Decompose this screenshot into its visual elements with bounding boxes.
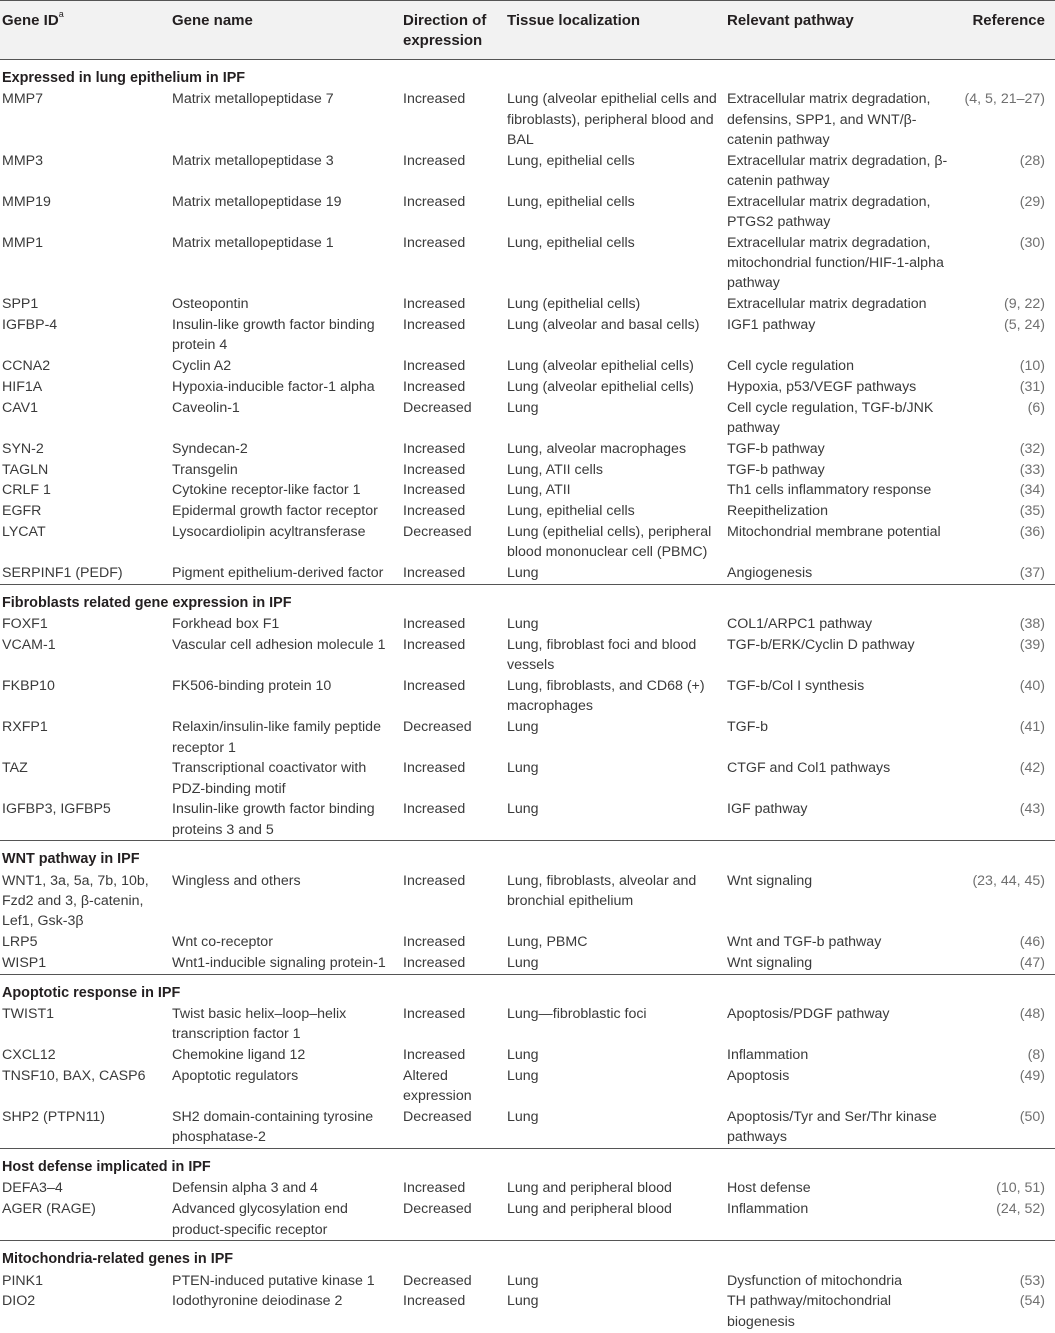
pathway-cell: Inflammation	[727, 1201, 809, 1218]
table-row	[0, 614, 1055, 635]
table-row	[0, 676, 1055, 717]
tissue-cell: Lung	[507, 616, 539, 633]
pathway-cell: IGF pathway	[727, 801, 808, 818]
direction-cell: Increased	[403, 616, 466, 633]
pathway-cell: TH pathway/mitochondrial biogenesis	[727, 1293, 892, 1330]
table-row	[0, 563, 1055, 584]
table-row	[0, 1291, 1055, 1332]
direction-cell: Increased	[403, 358, 466, 375]
reference-cell: (4, 5, 21–27)	[964, 91, 1045, 108]
gene-name-cell: Pigment epithelium-derived factor	[172, 565, 384, 582]
direction-cell: Decreased	[403, 399, 472, 416]
gene-name-cell: Forkhead box F1	[172, 616, 280, 633]
direction-cell: Increased	[403, 872, 466, 889]
pathway-cell: TGF-b pathway	[727, 461, 825, 478]
reference-cell: (33)	[1019, 461, 1045, 478]
table-row	[0, 377, 1055, 398]
table-row	[0, 315, 1055, 356]
gene-id-cell: AGER (RAGE)	[2, 1201, 96, 1218]
pathway-cell: Extracellular matrix degradation, PTGS2 pathway	[727, 193, 931, 231]
gene-name-cell: SH2 domain-containing tyrosine phosphatase-2	[172, 1109, 374, 1146]
pathway-cell: TGF-b/ERK/Cyclin D pathway	[727, 637, 915, 654]
header-gene-id: Gene $ID^a$	[0, 1, 170, 60]
gene-name-cell: Syndecan-2	[172, 440, 248, 457]
direction-cell: Increased	[403, 1047, 466, 1064]
pathway-cell: Reepithelization	[727, 503, 828, 520]
gene-id-cell: WISP1	[2, 954, 47, 971]
section-row	[0, 1149, 1055, 1179]
direction-cell: Increased	[403, 760, 466, 777]
pathway-cell: Angiogenesis	[727, 565, 813, 582]
direction-cell: Increased	[403, 378, 466, 395]
pathway-cell: Wnt signaling	[727, 954, 813, 971]
reference-cell: (38)	[1019, 616, 1045, 633]
direction-cell: Decreased	[403, 1109, 472, 1126]
gene-name-cell: Chemokine ligand 12	[172, 1047, 306, 1064]
gene-name-cell: Wingless and others	[172, 872, 301, 889]
direction-cell: Increased	[403, 152, 466, 169]
gene-name-cell: Vascular cell adhesion molecule 1	[172, 637, 386, 654]
gene-name-cell: Iodothyronine deiodinase 2	[172, 1293, 343, 1310]
gene-name-cell: Matrix metallopeptidase 19	[172, 193, 342, 210]
tissue-cell: Lung (epithelial cells), peripheral blood mononuclear cell (PBMC)	[507, 524, 712, 561]
reference-cell: (5, 24)	[1003, 317, 1045, 334]
reference-cell: (6)	[1027, 399, 1045, 416]
gene-id-cell: WNT1, 3a, 5a, 7b, 10b, Fzd2 and 3, β-catenin, Lef1, Gsk-3β	[2, 872, 149, 930]
direction-cell: Increased	[403, 296, 466, 313]
pathway-cell: Apoptosis	[727, 1067, 790, 1084]
direction-cell: Increased	[403, 934, 466, 951]
gene-id-cell: DEFA3–4	[2, 1180, 63, 1197]
gene-id-cell: CRLF 1	[2, 482, 51, 499]
direction-cell: Decreased	[403, 1272, 472, 1289]
tissue-cell: Lung, ATII cells	[507, 461, 603, 478]
direction-cell: Decreased	[403, 524, 472, 541]
section-title: Mitochondria-related genes in IPF	[0, 1241, 1055, 1271]
tissue-cell: Lung (epithelial cells)	[507, 296, 641, 313]
reference-cell: (10)	[1019, 358, 1045, 375]
section-title: Host defense implicated in IPF	[0, 1149, 1055, 1179]
reference-cell: (53)	[1019, 1272, 1045, 1289]
gene-id-cell: RXFP1	[2, 719, 48, 736]
gene-name-cell: Hypoxia-inducible factor-1 alpha	[172, 378, 375, 395]
gene-name-cell: Insulin-like growth factor binding proteins 3 and 5	[172, 801, 375, 838]
section-title: Expressed in lung epithelium in IPF	[2, 70, 246, 86]
tissue-cell: Lung, PBMC	[507, 934, 588, 951]
tissue-cell: Lung, epithelial cells	[507, 234, 635, 251]
gene-name-cell: Transcriptional coactivator with PDZ-binding motif	[172, 760, 367, 797]
header-pathway: Relevant pathway	[725, 1, 960, 60]
pathway-cell: CTGF and Col1 pathways	[727, 760, 891, 777]
pathway-cell: IGF1 pathway	[727, 317, 816, 334]
tissue-cell: Lung	[507, 1067, 539, 1084]
section-row	[0, 974, 1055, 1004]
gene-id-cell: IGFBP-4	[2, 317, 58, 334]
gene-id-cell: EGFR	[2, 503, 42, 520]
reference-cell: (31)	[1019, 378, 1045, 395]
table-row	[0, 151, 1055, 192]
pathway-cell: Extracellular matrix degradation	[727, 296, 927, 313]
reference-cell: (43)	[1019, 801, 1045, 818]
gene-id-cell: FOXF1	[2, 616, 48, 633]
pathway-cell: Extracellular matrix degradation, β-catenin pathway	[727, 152, 948, 189]
tissue-cell: Lung	[507, 1109, 539, 1126]
pathway-cell: Host defense	[727, 1180, 811, 1197]
gene-id-cell: LRP5	[2, 934, 38, 951]
gene-name-cell: Cyclin A2	[172, 358, 232, 375]
section-row	[0, 1241, 1055, 1271]
header-direction: Direction of expression	[401, 1, 505, 60]
tissue-cell: Lung, fibroblasts, and CD68 (+) macrophages	[507, 678, 705, 715]
gene-id-cell: VCAM-1	[2, 637, 56, 654]
tissue-cell: Lung	[507, 954, 539, 971]
gene-name-cell: Epidermal growth factor receptor	[172, 503, 378, 520]
reference-cell: (9, 22)	[1003, 296, 1045, 313]
gene-name-cell: Defensin alpha 3 and 4	[172, 1180, 318, 1197]
reference-cell: (29)	[1019, 193, 1045, 210]
table-row	[0, 1199, 1055, 1241]
gene-id-cell: CAV1	[2, 399, 39, 416]
tissue-cell: Lung	[507, 760, 539, 777]
gene-name-cell: Cytokine receptor-like factor 1	[172, 482, 361, 499]
table-row	[0, 233, 1055, 294]
pathway-cell: Wnt signaling	[727, 872, 813, 889]
gene-id-cell: MMP1	[2, 234, 43, 251]
tissue-cell: Lung, epithelial cells	[507, 193, 635, 210]
gene-id-cell: SYN-2	[2, 440, 44, 457]
header-gene-name: Gene name	[170, 1, 401, 60]
reference-cell: (47)	[1019, 954, 1045, 971]
gene-name-cell: FK506-binding protein 10	[172, 678, 332, 695]
tissue-cell: Lung, ATII	[507, 482, 571, 499]
pathway-cell: Extracellular matrix degradation, defensins, SPP1, and WNT/β-catenin pathway	[727, 91, 931, 148]
table-row	[0, 1178, 1055, 1199]
direction-cell: Increased	[403, 954, 466, 971]
reference-cell: (39)	[1019, 637, 1045, 654]
gene-name-cell: Matrix metallopeptidase 7	[172, 91, 334, 108]
reference-cell: (48)	[1019, 1006, 1045, 1023]
pathway-cell: TGF-b	[727, 719, 768, 736]
section-title: Fibroblasts related gene expression in IPF	[0, 584, 1055, 614]
gene-id-cell: PINK1	[2, 1272, 44, 1289]
table-row	[0, 89, 1055, 150]
pathway-cell: Extracellular matrix degradation, mitochondrial function/HIF-1-alpha pathway	[727, 234, 944, 292]
gene-id-cell: CXCL12	[2, 1047, 56, 1064]
table-row	[0, 717, 1055, 758]
pathway-cell: Th1 cells inflammatory response	[727, 482, 932, 499]
direction-cell: Increased	[403, 91, 466, 108]
gene-id-cell: HIF1A	[2, 378, 43, 395]
pathway-cell: TGF-b/Col I synthesis	[727, 678, 865, 695]
direction-cell: Increased	[403, 461, 466, 478]
gene-id-cell: SPP1	[2, 296, 39, 313]
reference-cell: (8)	[1027, 1047, 1045, 1064]
tissue-cell: Lung, epithelial cells	[507, 152, 635, 169]
reference-cell: (40)	[1019, 678, 1045, 695]
table-row	[0, 635, 1055, 676]
direction-cell: Altered expression	[403, 1067, 472, 1105]
table-row	[0, 501, 1055, 522]
footnote-marker: a	[58, 9, 64, 19]
gene-name-cell: Transgelin	[172, 461, 238, 478]
tissue-cell: Lung (alveolar epithelial cells)	[507, 378, 694, 395]
gene-name-cell: Relaxin/insulin-like family peptide receptor 1	[172, 719, 381, 756]
reference-cell: (35)	[1019, 503, 1045, 520]
reference-cell: (41)	[1019, 719, 1045, 736]
gene-id-cell: SHP2 (PTPN11)	[2, 1109, 106, 1126]
table-row	[0, 460, 1055, 481]
gene-id-cell: MMP7	[2, 91, 43, 108]
pathway-cell: COL1/ARPC1 pathway	[727, 616, 873, 633]
pathway-cell: Hypoxia, p53/VEGF pathways	[727, 378, 917, 395]
tissue-cell: Lung	[507, 399, 539, 416]
direction-cell: Increased	[403, 678, 466, 695]
direction-cell: Increased	[403, 193, 466, 210]
pathway-cell: Cell cycle regulation, TGF-b/JNK pathway	[727, 399, 934, 437]
reference-cell: (28)	[1019, 152, 1045, 169]
direction-cell: Decreased	[403, 1201, 472, 1218]
tissue-cell: Lung (alveolar and basal cells)	[507, 317, 700, 334]
direction-cell: Increased	[403, 1006, 466, 1023]
pathway-cell: Wnt and TGF-b pathway	[727, 934, 882, 951]
reference-cell: (34)	[1019, 482, 1045, 499]
table-row	[0, 1045, 1055, 1066]
tissue-cell: Lung	[507, 719, 539, 736]
gene-name-cell: Wnt co-receptor	[172, 934, 273, 951]
reference-cell: (36)	[1019, 524, 1045, 541]
direction-cell: Increased	[403, 503, 466, 520]
gene-name-cell: Osteopontin	[172, 296, 249, 313]
gene-name-cell: Caveolin-1	[172, 399, 240, 416]
tissue-cell: Lung	[507, 801, 539, 818]
gene-name-cell: Matrix metallopeptidase 3	[172, 152, 334, 169]
tissue-cell: Lung	[507, 1293, 539, 1310]
table-row	[0, 1271, 1055, 1292]
tissue-cell: Lung (alveolar epithelial cells and fibroblasts), peripheral blood and BAL	[507, 91, 717, 148]
gene-id-cell: CCNA2	[2, 358, 51, 375]
table-row	[0, 932, 1055, 953]
table-row	[0, 192, 1055, 233]
pathway-cell: Dysfunction of mitochondria	[727, 1272, 903, 1289]
gene-name-cell: Matrix metallopeptidase 1	[172, 234, 334, 251]
pathway-cell: Cell cycle regulation	[727, 358, 854, 375]
gene-id-cell: TNSF10, BAX, CASP6	[2, 1067, 146, 1084]
gene-id-cell: TAGLN	[2, 461, 49, 478]
reference-cell: (50)	[1019, 1109, 1045, 1126]
gene-id-cell: SERPINF1 (PEDF)	[2, 565, 123, 582]
table-row	[0, 1107, 1055, 1149]
direction-cell: Increased	[403, 440, 466, 457]
direction-cell: Increased	[403, 801, 466, 818]
table-body	[0, 60, 1055, 1333]
tissue-cell: Lung—fibroblastic foci	[507, 1006, 647, 1023]
direction-cell: Increased	[403, 234, 466, 251]
gene-name-cell: PTEN-induced putative kinase 1	[172, 1272, 375, 1289]
table-row	[0, 398, 1055, 439]
tissue-cell: Lung, alveolar macrophages	[507, 440, 687, 457]
direction-cell: Increased	[403, 1180, 466, 1197]
gene-id-cell: IGFBP3, IGFBP5	[2, 801, 111, 818]
gene-id-cell: LYCAT	[2, 524, 46, 541]
reference-cell: (32)	[1019, 440, 1045, 457]
gene-id-cell: TWIST1	[2, 1006, 55, 1023]
tissue-cell: Lung	[507, 565, 539, 582]
tissue-cell: Lung	[507, 1272, 539, 1289]
tissue-cell: Lung (alveolar epithelial cells)	[507, 358, 694, 375]
gene-name-cell: Apoptotic regulators	[172, 1067, 299, 1084]
table-row	[0, 953, 1055, 974]
pathway-cell: Inflammation	[727, 1047, 809, 1064]
table-row	[0, 294, 1055, 315]
reference-cell: (42)	[1019, 760, 1045, 777]
pathway-cell: TGF-b pathway	[727, 440, 825, 457]
pathway-cell: Apoptosis/Tyr and Ser/Thr kinase pathways	[727, 1109, 937, 1146]
tissue-cell: Lung, fibroblast foci and blood vessels	[507, 637, 697, 674]
section-row	[0, 841, 1055, 871]
direction-cell: Increased	[403, 482, 466, 499]
table-row	[0, 1066, 1055, 1107]
table-row	[0, 758, 1055, 799]
tissue-cell: Lung	[507, 1047, 539, 1064]
gene-id-cell: TAZ	[2, 760, 28, 777]
tissue-cell: Lung and peripheral blood	[507, 1201, 672, 1218]
gene-id-cell: MMP3	[2, 152, 43, 169]
tissue-cell: Lung, epithelial cells	[507, 503, 635, 520]
gene-id-cell: FKBP10	[2, 678, 55, 695]
table-header	[0, 1, 1055, 60]
pathway-cell: Mitochondrial membrane potential	[727, 524, 941, 541]
section-row	[0, 60, 1055, 90]
tissue-cell: Lung and peripheral blood	[507, 1180, 672, 1197]
section-title: WNT pathway in IPF	[0, 841, 1055, 871]
header-tissue: Tissue localization	[505, 1, 725, 60]
reference-cell: (37)	[1019, 565, 1045, 582]
table-row	[0, 356, 1055, 377]
direction-cell: Increased	[403, 1293, 466, 1310]
direction-cell: Increased	[403, 565, 466, 582]
reference-cell: (54)	[1019, 1293, 1045, 1310]
reference-cell: (30)	[1019, 234, 1045, 251]
table-row	[0, 480, 1055, 501]
reference-cell: (24, 52)	[996, 1201, 1045, 1218]
table-row	[0, 522, 1055, 563]
gene-id-cell: DIO2	[2, 1293, 36, 1310]
reference-cell: (46)	[1019, 934, 1045, 951]
reference-cell: (10, 51)	[996, 1180, 1045, 1197]
gene-name-cell: Lysocardiolipin acyltransferase	[172, 524, 366, 541]
table-row	[0, 871, 1055, 932]
gene-id-cell: MMP19	[2, 193, 51, 210]
header-reference: Reference	[960, 1, 1055, 60]
section-row	[0, 584, 1055, 614]
gene-name-cell: Insulin-like growth factor binding protein 4	[172, 317, 375, 354]
gene-name-cell: Advanced glycosylation end product-specific receptor	[172, 1201, 348, 1238]
direction-cell: Increased	[403, 317, 466, 334]
tissue-cell: Lung, fibroblasts, alveolar and bronchial epithelium	[507, 872, 697, 910]
section-title: Apoptotic response in IPF	[0, 974, 1055, 1004]
reference-cell: (23, 44, 45)	[972, 872, 1045, 889]
reference-cell: (49)	[1019, 1067, 1045, 1084]
table-row	[0, 1004, 1055, 1045]
table-row	[0, 799, 1055, 841]
pathway-cell: Apoptosis/PDGF pathway	[727, 1006, 890, 1023]
table-row	[0, 439, 1055, 460]
direction-cell: Decreased	[403, 719, 472, 736]
gene-name-cell: Wnt1-inducible signaling protein-1	[172, 954, 386, 971]
direction-cell: Increased	[403, 637, 466, 654]
gene-name-cell: Twist basic helix–loop–helix transcription factor 1	[172, 1006, 347, 1043]
